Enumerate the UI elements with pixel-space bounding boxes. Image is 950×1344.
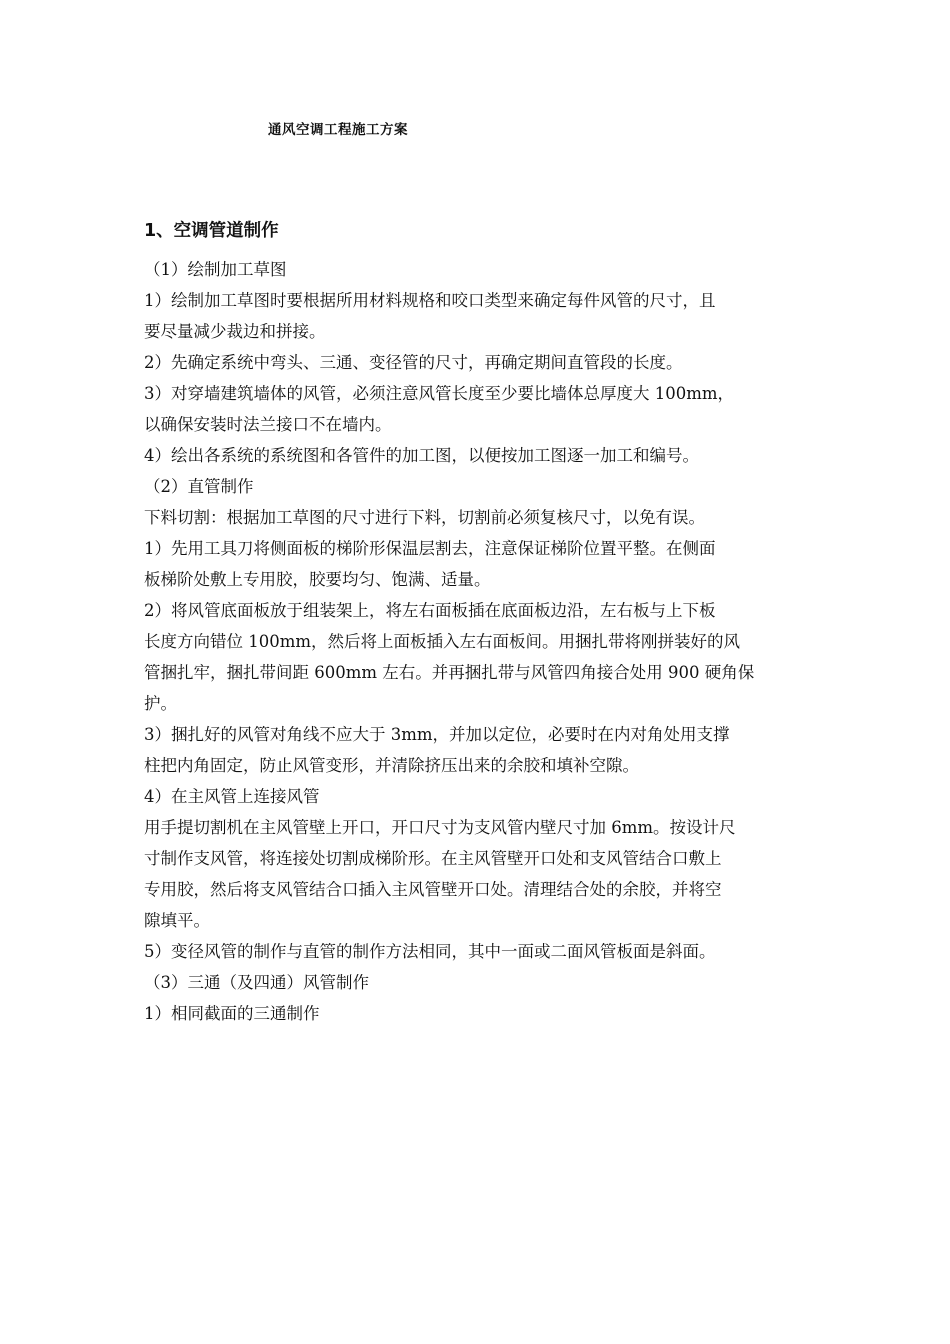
text-line: 2）先确定系统中弯头、三通、变径管的尺寸，再确定期间直管段的长度。 [144, 353, 683, 372]
text-line: 柱把内角固定，防止风管变形，并清除挤压出来的余胶和填补空隙。 [144, 756, 639, 775]
text-line: 护。 [144, 694, 177, 713]
text-line: 5）变径风管的制作与直管的制作方法相同，其中一面或二面风管板面是斜面。 [144, 942, 716, 961]
subheading: （1）绘制加工草图 [144, 260, 287, 279]
text-line: 3）对穿墙建筑墙体的风管，必须注意风管长度至少要比墙体总厚度大 100mm， [144, 384, 735, 403]
text-line: 3）捆扎好的风管对角线不应大于 3mm，并加以定位，必要时在内对角处用支撑 [144, 725, 730, 744]
text-line: 1）绘制加工草图时要根据所用材料规格和咬口类型来确定每件风管的尺寸，且 [144, 291, 716, 310]
text-line: 专用胶，然后将支风管结合口插入主风管壁开口处。清理结合处的余胶，并将空 [144, 880, 722, 899]
subheading: （3）三通（及四通）风管制作 [144, 973, 369, 992]
document-body [144, 254, 814, 1029]
subheading: （2）直管制作 [144, 477, 254, 496]
text-line: 4）绘出各系统的系统图和各管件的加工图，以便按加工图逐一加工和编号。 [144, 446, 699, 465]
text-line: 下料切割：根据加工草图的尺寸进行下料，切割前必须复核尺寸，以免有误。 [144, 508, 705, 527]
text-line: 2）将风管底面板放于组装架上，将左右面板插在底面板边沿，左右板与上下板 [144, 601, 716, 620]
section-heading: 1、空调管道制作 [144, 221, 279, 241]
text-line: 用手提切割机在主风管壁上开口，开口尺寸为支风管内壁尺寸加 6mm。按设计尺 [144, 818, 736, 837]
document-title: 通风空调工程施工方案 [268, 122, 408, 138]
subheading: 4）在主风管上连接风管 [144, 787, 320, 806]
text-line: 隙填平。 [144, 911, 210, 930]
text-line: 要尽量减少裁边和拼接。 [144, 322, 326, 341]
text-line: 长度方向错位 100mm，然后将上面板插入左右面板间。用捆扎带将刚拼装好的风 [144, 632, 741, 651]
text-line: 寸制作支风管，将连接处切割成梯阶形。在主风管壁开口处和支风管结合口敷上 [144, 849, 722, 868]
text-line: 以确保安装时法兰接口不在墙内。 [144, 415, 392, 434]
text-line: 管捆扎牢，捆扎带间距 600mm 左右。并再捆扎带与风管四角接合处用 900 硬角保 [144, 663, 755, 682]
subheading: 1）相同截面的三通制作 [144, 1004, 320, 1023]
text-line: 板梯阶处敷上专用胶，胶要均匀、饱满、适量。 [144, 570, 491, 589]
text-line: 1）先用工具刀将侧面板的梯阶形保温层割去，注意保证梯阶位置平整。在侧面 [144, 539, 716, 558]
